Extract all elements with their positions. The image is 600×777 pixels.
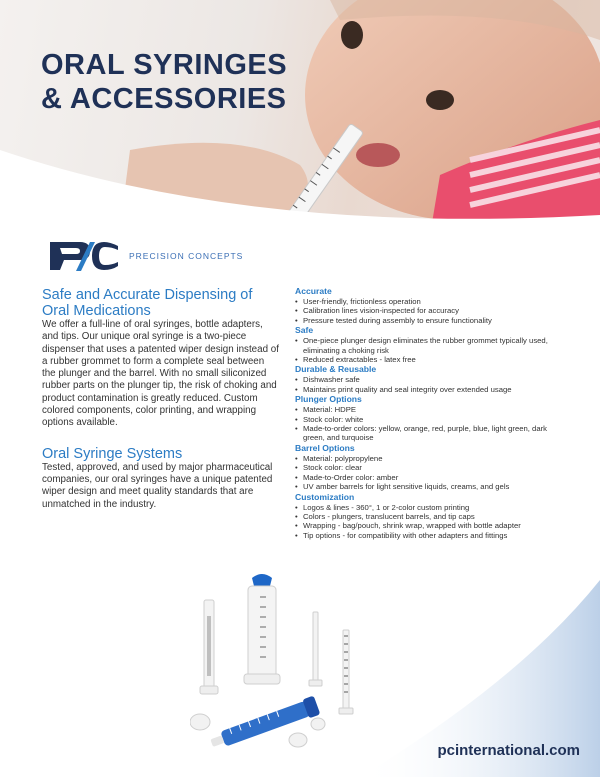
list-item: • Maintains print quality and seal integrity over extended usage <box>295 385 557 394</box>
list-item: • Dishwasher safe <box>295 375 557 384</box>
section-title: Accurate <box>295 286 332 296</box>
list-item: • Material: polypropylene <box>295 454 557 463</box>
list-item: • UV amber barrels for light sensitive liquids, creams, and gels <box>295 482 557 491</box>
list-item: • Tip options - for compatibility with other adapters and fittings <box>295 531 557 540</box>
systems-body: Tested, approved, and used by major pharmaceutical companies, our oral syringes have a unique patented wiper design and meet quality standards that are unmatched in the industry. <box>42 461 273 510</box>
brand-logo <box>46 238 122 274</box>
list-item: • Made-to-order colors: yellow, orange, red, purple, blue, light green, dark green, and turquoise <box>295 424 557 443</box>
section-title: Customization <box>295 491 355 502</box>
section-plunger <box>295 394 557 443</box>
left-column <box>42 287 280 511</box>
list-item: • Pressure tested during assembly to ensure functionality <box>295 316 557 325</box>
section-durable <box>295 364 557 394</box>
website-url[interactable]: pcinternational.com <box>437 742 580 759</box>
list-item: • Stock color: white <box>295 415 557 424</box>
brand-name: PRECISION CONCEPTS <box>129 251 244 261</box>
intro-heading: Safe and Accurate Dispensing of Oral Medications <box>42 287 253 319</box>
section-safe <box>295 325 557 364</box>
section-accurate <box>295 286 557 325</box>
list-item: • Colors - plungers, translucent barrels, and tip caps <box>295 512 557 521</box>
section-title: Plunger Options <box>295 394 362 405</box>
features-column <box>295 286 557 540</box>
list-item: • User-friendly, frictionless operation <box>295 297 557 306</box>
list-item: • Wrapping - bag/pouch, shrink wrap, wrapped with bottle adapter <box>295 521 557 530</box>
systems-heading: Oral Syringe Systems <box>42 445 183 462</box>
section-title: Safe <box>295 325 314 336</box>
list-item: • Calibration lines vision-inspected for accuracy <box>295 306 557 315</box>
list-item: • Reduced extractables - latex free <box>295 355 557 364</box>
list-item: • One-piece plunger design eliminates the rubber grommet typically used, eliminating a choking risk <box>295 336 557 355</box>
section-title: Durable & Reusable <box>295 364 377 375</box>
section-customization <box>295 492 557 541</box>
list-item: • Logos & lines - 360°, 1 or 2-color custom printing <box>295 503 557 512</box>
list-item: • Stock color: clear <box>295 463 557 472</box>
hero-banner <box>0 0 600 235</box>
section-title: Barrel Options <box>295 442 355 453</box>
list-item: • Material: HDPE <box>295 405 557 414</box>
page-title: ORAL SYRINGES & ACCESSORIES <box>41 49 288 115</box>
intro-body: We offer a full-line of oral syringes, bottle adapters, and tips. Our unique oral syringe is a two-piece dispenser that uses a patented wiper design instead of a rubber grommet to form a complete seal between the plunger and the barrel. With no small siliconized rubber parts on the plunger tip, the risk of choking and product contamination is greatly reduced. Custom colored components, color printing, and wrapping options available. <box>42 319 279 429</box>
product-photo <box>190 572 370 762</box>
section-barrel <box>295 443 557 492</box>
list-item: • Made-to-Order color: amber <box>295 473 557 482</box>
hero-photo <box>0 0 600 235</box>
